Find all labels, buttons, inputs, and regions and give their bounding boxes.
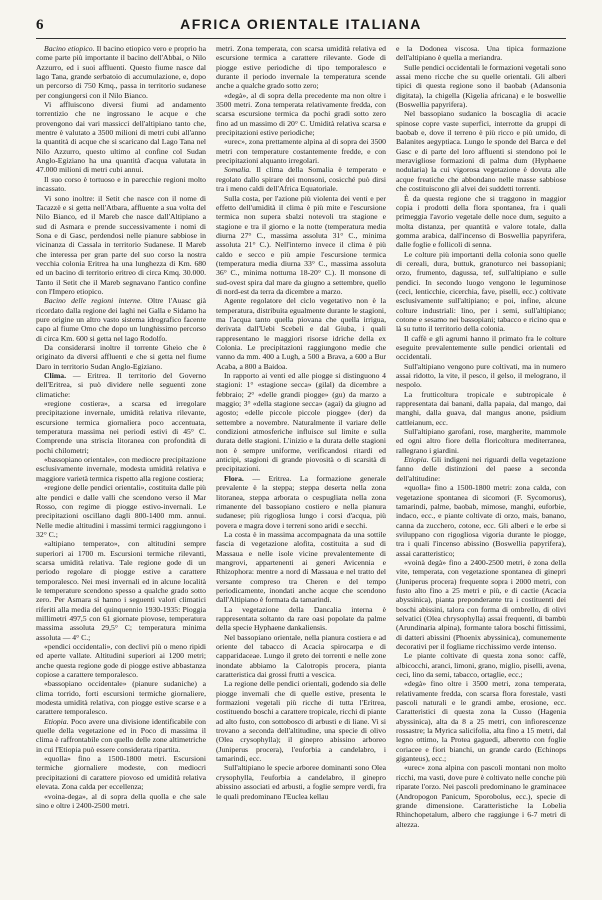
- page-header: [36, 16, 566, 36]
- paragraph: «voina-dega», al di sopra della quolla e che sale sino e oltre i 2400-2500 metri.: [36, 791, 206, 810]
- paragraph: Sull'altipiano le specie arboree dominanti sono Olea crysophylla, l'euforbia a candelabro, il ginepro abissino associati ed arbusti, a foglie sempre verdi, fra le quali predominano l'Euclea kellau: [216, 763, 386, 801]
- section-heading: Clima.: [44, 371, 66, 381]
- column-right: [396, 44, 566, 880]
- paragraph: Le colture più importanti della colonia sono quelle di cereali, dura, buttuk, granoturco nei bassopiani; orzo, frumento, dagussa, tef, sull'altipiano e sulle pendici. In secondo luogo vengono le leguminose (ceci, lenticchie, cicerchia, fave, piselli, ecc.) coltivate esclusivamente sull'altipiano; e poi, infine, alcune colture industriali: lino, per i semi, sull'altipiano; cotone e sesamo nei bassopiani; tabacco e ricino qua e là su tutto il territorio della colonia.: [396, 249, 566, 334]
- paragraph: «quolla» fino a 1500-1800 metri. Escursioni termiche giornaliere modeste, con mediocri precipitazioni di carattere piovoso ed umidità relativa elevata. Zona calda per eccellenza;: [36, 754, 206, 792]
- paragraph: [36, 371, 206, 399]
- paragraph: Sull'altipiano vengono pure coltivati, ma in numero assai ridotto, la vite, il pesco, il gelso, il melograno, il nespolo.: [396, 361, 566, 390]
- paragraph: Le piante coltivate di questa zona sono: caffè, albicocchi, aranci, limoni, grano, miglio, piselli, avena, ceci, lino da semi, tabacco, ortaglie, ecc.;: [396, 651, 566, 680]
- running-title: AFRICA ORIENTALE ITALIANA: [180, 16, 422, 32]
- paragraph: La frutticoltura tropicale e subtropicale è rappresentata dai banani, dalla papaia, dal mango, dai manghi, dalla guava, dal mangus anone, psidium cattleianum, ecc.: [396, 389, 566, 427]
- section-lead: Etiopia.: [44, 716, 69, 726]
- paragraph: Agente regolatore del ciclo vegetativo non è la temperatura, distribuita egualmente durante le stagioni, ma l'acqua tanto quella piovana che quella irrigua, derivata dall'Uebi Scebeli e dal Giuba, i quali rappresentano le maggiori risorse idriche della ex Colonia. Le precipitazioni raggiungono medie che vanno da mm. 400 a Lugh, a 500 a Brava, a 600 a Bur Acaba, a 800 a Baidoa.: [216, 296, 386, 371]
- paragraph: Vi affluiscono diversi fiumi ad andamento torrentizio che ne ingrossano le acque e che provengono dai vari massicci dell'altipiano tanto che, mentre è valutato a 3500 milioni di metri cubi all'anno la quantità di acque che si scaricano dal Lago Tana nel Nilo Azzurro, questo ultimo al confine col Sudan Anglo-Egiziano ha una quantità d'acqua valutata in 47.000 milioni di metri cubi annui.: [36, 100, 206, 175]
- paragraph: e la Dodonea viscosa. Una tipica formazione dell'altipiano è quella a meriandra.: [396, 44, 566, 63]
- column-middle: [216, 44, 386, 880]
- section-heading: Flora.: [224, 473, 244, 483]
- paragraph: «bassopiano orientale», con mediocre precipitazione esclusivamente invernale, modesta umidità relativa e maggiore varietà termica rispetto alla regione costiera;: [36, 455, 206, 483]
- paragraph: È da questa regione che si traggono in maggior copia i prodotti della flora spontanea, fra i quali primeggia l'avorio vegetale delle noce dum, seguito a molta distanza, per quantità e valore totale, dalla gomma arabica, dall'incenso di Boswellia papyrifera, dalle foglie e follicoli di senna.: [396, 193, 566, 250]
- paragraph: Il suo corso è tortuoso e in parecchie regioni molto incassato.: [36, 174, 206, 194]
- page-number: 6: [36, 17, 44, 33]
- paragraph-text: Il clima della Somalia è temperato e regolato dallo spirare dei monsoni, cosicché può dirsi tra i meno caldi dell'Africa Equatoriale.: [216, 165, 386, 194]
- paragraph: «bassopiano occidentale» (pianure sudaniche) a clima torrido, forti escursioni termiche giornaliere, modesta umidità relativa, con piogge estive scarse e a carattere temporalesco.: [36, 679, 206, 717]
- paragraph: Sull'altipiano garofani, rose, margherite, mammole ed ogni altro fiore della floricoltura mediterranea, rallegrano i giardini.: [396, 427, 566, 455]
- paragraph-text: Il bacino etiopico vero e proprio ha come parte più importante il bacino dell'Abbai, o Nilo Azzurro, ed i suoi affluenti. Questo fiume nasce dal lago Tana, grande serbatoio di accumulazione, e, dopo un percorso di 750 Kmq., passa in territorio sudanese per congiungersi con il Nilo Bianco.: [36, 44, 206, 100]
- paragraph-text: Poco avere una divisione identificabile con quelle della vegetazione ed in Poco di massima il clima è raffrontabile con quello delle zone altimetriche in cui l'Etiopia può essere considerata ripartita.: [36, 716, 206, 754]
- section-lead: Bacino etiopico.: [44, 44, 95, 53]
- paragraph: Nel bassopiano sudanico la boscaglia di acacie spinose copre vaste superfici, interrotte da gruppi di baobab e, dove il terreno è più ricco e più umido, di Balanites aegyptiaca. Lungo le sponde del Barca e del Gasc e di parte del loro affluenti si stendono poi le meravigliose formazioni di palma dum (Hyphaene nodularia) la cui vigorosa vegetazione è dovuta alle acque freatiche che abbondano nelle masse sabbiose che costituiscono gli alvei dei suddetti torrenti.: [396, 109, 566, 194]
- column-left: [36, 44, 206, 880]
- paragraph: [216, 474, 386, 530]
- paragraph: La vegetazione della Dancalia interna è rappresentata soltanto da rare oasi popolate da palme della specie Hyphaene dankaliensis.: [216, 604, 386, 633]
- paragraph: «altipiano temperato», con altitudini sempre superiori ai 1700 m. Escursioni termiche rilevanti, scarsa umidità relativa. Tale regione gode di un periodo regolare di piogge estive a carattere temporalesco. Nei mesi invernali ed in alcune località le temperature scendono spesso a qualche grado sotto zero. Per Asmara si hanno i seguenti valori climatici riferiti alla media del quinquennio 1930-1935: Pioggia millimetri 497,5 con 61 giornate piovose, temperatura massima assoluta 29,5° C; temperatura minima assoluta — 4° C.;: [36, 539, 206, 642]
- paragraph: La regione delle pendici orientali, godendo sia delle piogge invernali che di quelle estive, presenta le formazioni vegetali più ricche di tutta l'Eritrea, costituendo boschi a carattere tropicale, ricchi di piante ad alto fusto, con sottobosco di arbusti e di liane. Vi si trovano a seconda dell'altitudine, una specie di olivo (Olea crysophylla); il ginepro abissino arboreo (Juniperus procera), l'euforbia a candelabro, i tamarindi, ecc.: [216, 679, 386, 764]
- paragraph: «pendici occidentali», con declivi più o meno ripidi ed aperte vallate. Altitudini superiori ai 1200 metri; anche questa regione gode di piogge estive abbastanza copiose a carattere temporalesco.: [36, 642, 206, 680]
- paragraph: «regione costiera», a scarsa ed irregolare precipitazione invernale, umidità relativa rilevante, escursione termica giornaliera poco accentuata, temperatura massima nei periodi estivi di 45° C. Comprende una striscia litoranea con profondità di pochi chilometri;: [36, 399, 206, 455]
- paragraph: Nel bassopiano orientale, nella pianura costiera e ad oriente del tabacco di Acacia spirocarpa e di capparidaceae. Lungo il greto dei torrenti e nelle zone inondate abbiamo la Calotropis procera, pianta caratteristica dai grossi frutti a vescica.: [216, 632, 386, 680]
- paragraph: «quolla» fino a 1500-1800 metri: zona calda, con vegetazione spontanea di sicomori (F. Sycomorus), tamarindi, palme, baobab, mimose, manghi, euforbie, indaco, ecc., e piante coltivate di orzo, mais, banano, canna da zucchero, cotone, ecc. Gli alberi e le erbe si sviluppano con rigogliosa vigoria durante le piogge, tra i quali l'incenso abissino (Boswellia papyrifera), assai caratteristico;: [396, 483, 566, 558]
- paragraph: Sulla costa, per l'azione più violenta dei venti e per effetto dell'umidità il clima è più mite e l'escursione termica non supera sbalzi notevoli tra stagione e stagione e tra il giorno e la notte (temperatura media diurna 27° C., massima assoluta 31° C., minima assoluta 21° C.). Nell'interno invece il clima è più caldo e secco e più ampie l'escursione termica (temperatura media diurna 33° C., massima assoluta 36° C., minima notturna 18-20° C.). Il monsone di sud-ovest spira dal mare da giugno a settembre, quello di nord-est da terra da dicembre a marzo.: [216, 193, 386, 296]
- paragraph: Da considerarsi inoltre il torrente Gheio che è originato da diversi affluenti e che si getta nel fiume Daro in territorio Sudan Anglo-Egiziano.: [36, 343, 206, 371]
- paragraph: Il caffè e gli agrumi hanno il primato fra le colture eseguite prevalentemente sulle pendici orientali ed occidentali.: [396, 333, 566, 362]
- text-columns: [36, 44, 566, 880]
- paragraph: Sulle pendici occidentali le formazioni vegetali sono assai meno ricche che su quelle orientali. Gli alberi tipici di questa regione sono il baobab (Adansonia digitata), la chigella (Kigelia africana) e le boswellie (Boswellia papyrifera).: [396, 62, 566, 110]
- paragraph: Vi sono inoltre: il Setit che nasce con il nome di Tacazzè e si getta nell'Atbara, affluente a sua volta del Nilo Bianco, ed il Mareb che nasce dall'Altipiano a sud di Asmara e prende successivamente i nomi di Sona e di Gasc, perdendosi nelle pianure sabbiose in vicinanza di Cassala in territorio Sudanese. Il Mareb che interessa per gran parte del suo corso la nostra vecchia colonia Eritrea ha una lunghezza di Km. 680 ed un bacino di territorio eritreo di circa Kmq. 30.000. Tanto il Setit che il Mareb segnavano l'antico confine con l'Impero etiopico.: [36, 193, 206, 296]
- paragraph: «voinà degà» fino a 2400-2500 metri, è zona della vite, temperata, con vegetazione spontanea di ginepri (Juniperus procera) frequente sopra i 2000 metri, con fusto alto fino a 25 metri e più, e di cactie (Acacia abyssinica), pianta preponderante tra i costituenti dei boschi abissini, talora con forma di ombrello, di olivi selvatici (Olea chrysophylla) assai frequenti, di bambù (Arundinaria alpina), formante talora boschi fittissimi, di datteri abissini (Phoenix abyssinica), comunemente decorativi per il fogliame ricchissimo verde intenso.: [396, 557, 566, 651]
- paragraph: [216, 165, 386, 193]
- header-rule: [36, 38, 566, 39]
- paragraph: «degà», al di sopra della precedente ma non oltre i 3500 metri. Zona temperata relativamente fredda, con scarsa escursione termica da pochi gradi sotto zero fino ad un massimo di 20° C. Umidità relativa scarsa e precipitazioni estive periodiche;: [216, 90, 386, 138]
- section-lead: Somalia.: [224, 165, 252, 175]
- paragraph: «urec», zona prettamente alpina al di sopra dei 3500 metri con temperature costantemente fredde, e con precipitazioni alquanto irregolari.: [216, 137, 386, 166]
- paragraph: La costa è in massima accompagnata da una sottile fascia di vegetazione alofita, costituita a sud di Massaua e nelle isole vicine prevalentemente di mangrovi, appartenenti ai generi Avicennia e Rhizophora: mentre a nord di Massaua e nel tratto del versante compreso tra Cheren e del tempo periodicamente, inondati anche acque che scendono dall'Altipiano è formata da tamarindi.: [216, 529, 386, 605]
- paragraph-text: Oltre l'Auasc già ricordato dalla regione dei laghi nei Galla e Sidamo ha pure origine un altro vasto sistema idrografico facente capo al fiume Omo che dopo un lunghissimo percorso di circa Km. 600 si getta nel lago Rodolfo.: [36, 296, 206, 343]
- paragraph: [36, 296, 206, 343]
- paragraph: In rapporto ai venti ed alle piogge si distinguono 4 stagioni: 1° «stagione secca» (gilal) da dicembre a febbraio; 2° «delle grandi piogge» (gu) da marzo a maggio; 3° «della stagione secca» (agai) da giugno ad agosto; «delle piccole piccole piogge» (der) da settembre a novembre. Naturalmente il variare delle condizioni atmosferiche influisce sul limite e sulla durata delle stagioni. L'inizio e la durata delle stagioni non è sempre uniforme, verificandosi ritardi ed anticipi, stagioni di grande piovosità o di scarsità di precipitazioni.: [216, 371, 386, 474]
- paragraph: [36, 717, 206, 754]
- paragraph: [36, 44, 206, 100]
- section-lead: Bacino delle regioni interne.: [44, 296, 143, 306]
- paragraph: metri. Zona temperata, con scarsa umidità relativa ed escursione termica a carattere rilevante. Gode di piogge estive periodiche di tipo temporalesco e durante il periodo invernale la temperatura scende anche a qualche grado sotto zero;: [216, 44, 386, 91]
- paragraph: «degà» fino oltre i 3500 metri, zona temperata, relativamente fredda, con scarsa flora forestale, vasti pascoli naturali e le grandi ambe, erosione, ecc. Caratteristici di questa zona la Cusso (Hagenia abyssinica), alta da 8 a 25 metri, con infiorescenze rossastre; la Myrica salicifolia, alta fino a 15 metri, dal legno ottimo, la Protea gaguedi, alberetto con foglie coriacee e fiori bianchi, un grande cardo (Echinops giganteus), ecc.;: [396, 679, 566, 764]
- paragraph: «urec» zona alpina con pascoli montani non molto ricchi, ma vasti, dove pure è coltivato nelle conche più riparate l'orzo. Nei pascoli predominano le graminacee (Andropogon Panicum, Sporobolus, ecc.), specie di grande dimensione. Caratteristiche la Lobelia Rhinchopetalum, albero che raggiunge i 6-7 metri di altezza.: [396, 763, 566, 829]
- section-lead: Etiopia.: [404, 455, 429, 465]
- paragraph-text: — Eritrea. La formazione generale prevalente è la steppa; steppa deserta nella zona litoranea, steppa arborata o cespugliata nella zona rimanente del bassopiano costiero e nella pianura sudanese; più rigogliosa lungo i corsi d'acqua, più povera e magra dove i terreni sono aridi e secchi.: [216, 473, 386, 530]
- paragraph-text: — Eritrea. Il territorio del Governo dell'Eritrea, si può dividere nelle seguenti zone climatiche:: [36, 371, 206, 399]
- paragraph: [396, 455, 566, 483]
- paragraph-text: Gli indigeni nei riguardi della vegetazione fanno delle distinzioni del paese a seconda dell'altitudine:: [396, 455, 566, 483]
- paragraph: «regione delle pendici orientali», costituita dalle più alte pendici e dalle valli che scendono verso il Mar Rosso, con regime di piogge estivo-invernali. Le precipitazioni oscillano dagli 800-1400 mm. annui. Nelle medie altitudini i massimi termici raggiungono i 32° C.;: [36, 483, 206, 539]
